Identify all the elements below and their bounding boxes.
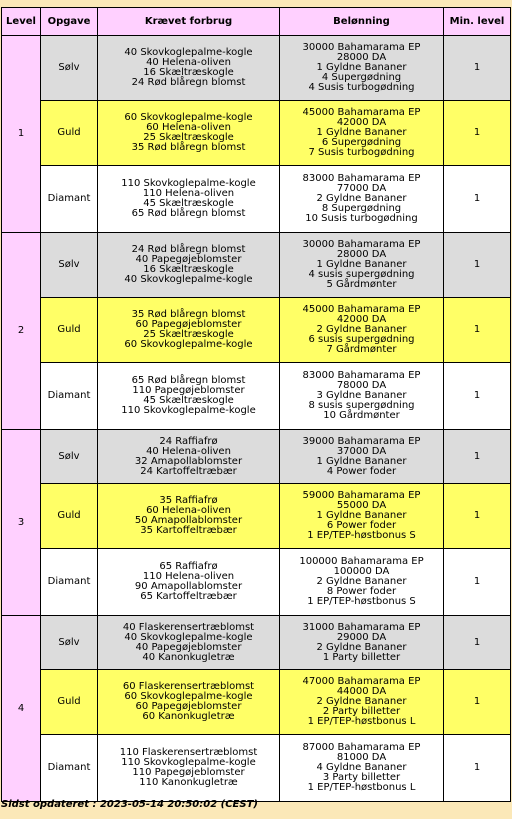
required-cell-line: 50 Amapollablomster (134, 515, 243, 526)
header-min-level: Min. level (444, 8, 511, 36)
reward-cell-line: 45000 Bahamarama EP (302, 304, 421, 315)
table-row (2, 36, 511, 101)
reward-cell-line: 1 Gyldne Bananer (316, 510, 407, 521)
min-level-cell: 1 (444, 298, 511, 363)
reward-cell-line: 30000 Bahamarama EP (302, 42, 421, 53)
required-cell (98, 735, 280, 802)
reward-cell-line: 59000 Bahamarama EP (302, 490, 421, 501)
reward-cell-line: 7 Susis turbogødning (308, 147, 415, 158)
reward-cell (280, 484, 444, 549)
required-cell (98, 166, 280, 233)
required-cell-line: 24 Rød blåregn blomst (131, 244, 246, 255)
table-row (2, 166, 511, 233)
required-cell-line: 35 Rød blåregn blomst (131, 142, 246, 153)
required-cell-line: 35 Kartoffeltræbær (140, 525, 237, 536)
reward-cell-line: 39000 Bahamarama EP (302, 435, 421, 447)
task-cell: Diamant (41, 166, 98, 233)
required-cell-line: 24 Kartoffeltræbær (140, 465, 237, 477)
min-level-cell: 1 (444, 101, 511, 166)
required-cell (98, 233, 280, 298)
required-cell-line: 65 Rød blåregn blomst (131, 208, 246, 219)
reward-cell-line: 10 Gårdmønter (323, 410, 400, 421)
required-cell (98, 298, 280, 363)
required-cell-line: 40 Papegøjeblomster (135, 254, 242, 265)
table-row (2, 616, 511, 670)
reward-cell-line: 87000 Bahamarama EP (302, 742, 421, 753)
reward-cell-line: 1 Gyldne Bananer (316, 62, 407, 73)
table-row (2, 549, 511, 616)
min-level-cell: 1 (444, 166, 511, 233)
reward-cell-line: 81000 DA (336, 752, 387, 763)
reward-cell-line: 37000 DA (336, 445, 387, 457)
reward-cell-line: 1 Gyldne Bananer (316, 455, 407, 467)
reward-cell-line: 7 Gårdmønter (326, 344, 397, 355)
required-cell-line: 60 Kanonkugletræ (142, 711, 235, 722)
task-cell: Guld (41, 298, 98, 363)
reward-cell-line: 2 Party billetter (322, 706, 401, 717)
task-cell: Guld (41, 484, 98, 549)
table-row (2, 298, 511, 363)
required-cell-line: 40 Helena-oliven (146, 445, 231, 457)
header-required: Krævet forbrug (98, 8, 280, 36)
required-cell (98, 616, 280, 670)
required-cell-line: 110 Skovkoglepalme-kogle (121, 405, 256, 416)
task-cell: Sølv (41, 233, 98, 298)
reward-cell-line: 2 Gyldne Bananer (316, 193, 407, 204)
reward-cell-line: 3 Party billetter (322, 772, 401, 783)
reward-cell-line: 3 Gyldne Bananer (316, 390, 407, 401)
table-row (2, 363, 511, 430)
reward-cell-line: 1 EP/TEP-høstbonus L (307, 716, 416, 727)
level-cell: 2 (2, 233, 41, 430)
required-cell-line: 60 Helena-oliven (146, 122, 231, 133)
reward-cell-line: 45000 Bahamarama EP (302, 107, 421, 118)
reward-cell-line: 10 Susis turbogødning (305, 213, 418, 224)
required-cell (98, 363, 280, 430)
required-cell-line: 110 Kanonkugletræ (139, 777, 238, 788)
reward-cell-line: 6 Power foder (326, 520, 397, 531)
reward-cell-line: 1 EP/TEP-høstbonus L (307, 782, 416, 793)
required-cell-line: 25 Skæltræskogle (143, 329, 234, 340)
required-cell-line: 110 Papegøjeblomster (132, 767, 245, 778)
min-level-cell: 1 (444, 36, 511, 101)
reward-cell-line: 100000 DA (333, 566, 390, 577)
rewards-table (1, 7, 511, 802)
reward-cell-line: 2 Gyldne Bananer (316, 641, 407, 653)
min-level-cell: 1 (444, 735, 511, 802)
reward-cell-line: 4 Power foder (326, 465, 397, 477)
required-cell (98, 36, 280, 101)
last-updated: Sidst opdateret : 2023-05-14 20:50:02 (CEST) (1, 799, 258, 810)
reward-cell-line: 29000 DA (336, 631, 387, 643)
table-row (2, 233, 511, 298)
min-level-cell: 1 (444, 430, 511, 484)
header-task: Opgave (41, 8, 98, 36)
level-cell: 4 (2, 616, 41, 802)
required-cell-line: 16 Skæltræskogle (143, 264, 234, 275)
min-level-cell: 1 (444, 233, 511, 298)
min-level-cell: 1 (444, 549, 511, 616)
reward-cell (280, 166, 444, 233)
required-cell-line: 40 Kanonkugletræ (142, 651, 235, 663)
reward-cell-line: 83000 Bahamarama EP (302, 173, 421, 184)
required-cell-line: 40 Skovkoglepalme-kogle (124, 631, 253, 643)
required-cell-line: 60 Flaskerensertræblomst (122, 681, 255, 692)
level-cell: 3 (2, 430, 41, 616)
reward-cell (280, 233, 444, 298)
required-cell-line: 60 Papegøjeblomster (135, 701, 242, 712)
reward-cell-line: 100000 Bahamarama EP (299, 556, 424, 567)
min-level-cell: 1 (444, 484, 511, 549)
required-cell-line: 110 Papegøjeblomster (132, 385, 245, 396)
required-cell-line: 60 Helena-oliven (146, 505, 231, 516)
required-cell-line: 65 Raffiafrø (159, 561, 218, 572)
required-cell-line: 40 Papegøjeblomster (135, 641, 242, 653)
required-cell-line: 110 Helena-oliven (142, 188, 235, 199)
required-cell-line: 24 Raffiafrø (159, 435, 218, 447)
task-cell: Sølv (41, 430, 98, 484)
required-cell-line: 60 Papegøjeblomster (135, 319, 242, 330)
task-cell: Diamant (41, 735, 98, 802)
required-cell-line: 45 Skæltræskogle (143, 198, 234, 209)
required-cell-line: 35 Raffiafrø (159, 495, 218, 506)
table-row (2, 735, 511, 802)
reward-cell-line: 1 Gyldne Bananer (316, 259, 407, 270)
reward-cell-line: 47000 Bahamarama EP (302, 676, 421, 687)
reward-cell (280, 735, 444, 802)
required-cell-line: 32 Amapollablomster (134, 455, 243, 467)
required-cell-line: 35 Rød blåregn blomst (131, 309, 246, 320)
reward-cell-line: 78000 DA (336, 380, 387, 391)
reward-cell (280, 549, 444, 616)
min-level-cell: 1 (444, 670, 511, 735)
reward-cell (280, 670, 444, 735)
reward-cell-line: 8 Power foder (326, 586, 397, 597)
task-cell: Sølv (41, 36, 98, 101)
table-row (2, 670, 511, 735)
reward-cell-line: 28000 DA (336, 249, 387, 260)
task-cell: Diamant (41, 549, 98, 616)
min-level-cell: 1 (444, 363, 511, 430)
table-row (2, 484, 511, 549)
task-cell: Sølv (41, 616, 98, 670)
reward-cell-line: 8 Supergødning (321, 203, 402, 214)
reward-cell-line: 28000 DA (336, 52, 387, 63)
required-cell-line: 40 Flaskerensertræblomst (122, 621, 255, 633)
reward-cell-line: 4 Susis turbogødning (308, 82, 415, 93)
required-cell-line: 110 Skovkoglepalme-kogle (121, 757, 256, 768)
reward-cell-line: 4 Gyldne Bananer (316, 762, 407, 773)
reward-cell-line: 1 Gyldne Bananer (316, 127, 407, 138)
reward-cell-line: 55000 DA (336, 500, 387, 511)
required-cell-line: 110 Flaskerensertræblomst (119, 747, 258, 758)
table-row (2, 430, 511, 484)
required-cell-line: 60 Skovkoglepalme-kogle (124, 691, 253, 702)
reward-cell-line: 30000 Bahamarama EP (302, 239, 421, 250)
required-cell-line: 110 Helena-oliven (142, 571, 235, 582)
required-cell-line: 45 Skæltræskogle (143, 395, 234, 406)
required-cell-line: 60 Skovkoglepalme-kogle (124, 339, 253, 350)
task-cell: Guld (41, 101, 98, 166)
reward-cell-line: 77000 DA (336, 183, 387, 194)
reward-cell-line: 31000 Bahamarama EP (302, 621, 421, 633)
reward-cell (280, 298, 444, 363)
reward-cell-line: 1 Party billetter (322, 651, 401, 663)
reward-cell-line: 42000 DA (336, 117, 387, 128)
reward-cell-line: 1 EP/TEP-høstbonus S (307, 530, 416, 541)
reward-cell-line: 44000 DA (336, 686, 387, 697)
task-cell: Diamant (41, 363, 98, 430)
required-cell-line: 25 Skæltræskogle (143, 132, 234, 143)
reward-cell (280, 616, 444, 670)
reward-cell (280, 363, 444, 430)
required-cell (98, 101, 280, 166)
required-cell (98, 670, 280, 735)
reward-cell-line: 8 susis supergødning (308, 400, 415, 411)
required-cell-line: 40 Skovkoglepalme-kogle (124, 274, 253, 285)
required-cell-line: 65 Rød blåregn blomst (131, 375, 246, 386)
level-cell: 1 (2, 36, 41, 233)
reward-cell-line: 5 Gårdmønter (326, 279, 397, 290)
reward-cell-line: 4 susis supergødning (308, 269, 415, 280)
required-cell-line: 24 Rød blåregn blomst (131, 77, 246, 88)
required-cell-line: 60 Skovkoglepalme-kogle (124, 112, 253, 123)
reward-cell-line: 1 EP/TEP-høstbonus S (307, 596, 416, 607)
required-cell (98, 484, 280, 549)
reward-cell (280, 101, 444, 166)
required-cell (98, 549, 280, 616)
min-level-cell: 1 (444, 616, 511, 670)
required-cell-line: 65 Kartoffeltræbær (140, 591, 237, 602)
reward-cell-line: 2 Gyldne Bananer (316, 696, 407, 707)
required-cell-line: 110 Skovkoglepalme-kogle (121, 178, 256, 189)
reward-cell-line: 2 Gyldne Bananer (316, 324, 407, 335)
reward-cell-line: 6 susis supergødning (308, 334, 415, 345)
reward-cell (280, 36, 444, 101)
header-level: Level (2, 8, 41, 36)
header-reward: Belønning (280, 8, 444, 36)
required-cell-line: 40 Skovkoglepalme-kogle (124, 47, 253, 58)
reward-cell-line: 6 Supergødning (321, 137, 402, 148)
required-cell-line: 90 Amapollablomster (134, 581, 243, 592)
required-cell-line: 16 Skæltræskogle (143, 67, 234, 78)
required-cell (98, 430, 280, 484)
required-cell-line: 40 Helena-oliven (146, 57, 231, 68)
reward-cell (280, 430, 444, 484)
reward-cell-line: 4 Supergødning (321, 72, 402, 83)
header-row (2, 8, 511, 36)
table-row (2, 101, 511, 166)
reward-cell-line: 83000 Bahamarama EP (302, 370, 421, 381)
reward-cell-line: 42000 DA (336, 314, 387, 325)
reward-cell-line: 2 Gyldne Bananer (316, 576, 407, 587)
task-cell: Guld (41, 670, 98, 735)
